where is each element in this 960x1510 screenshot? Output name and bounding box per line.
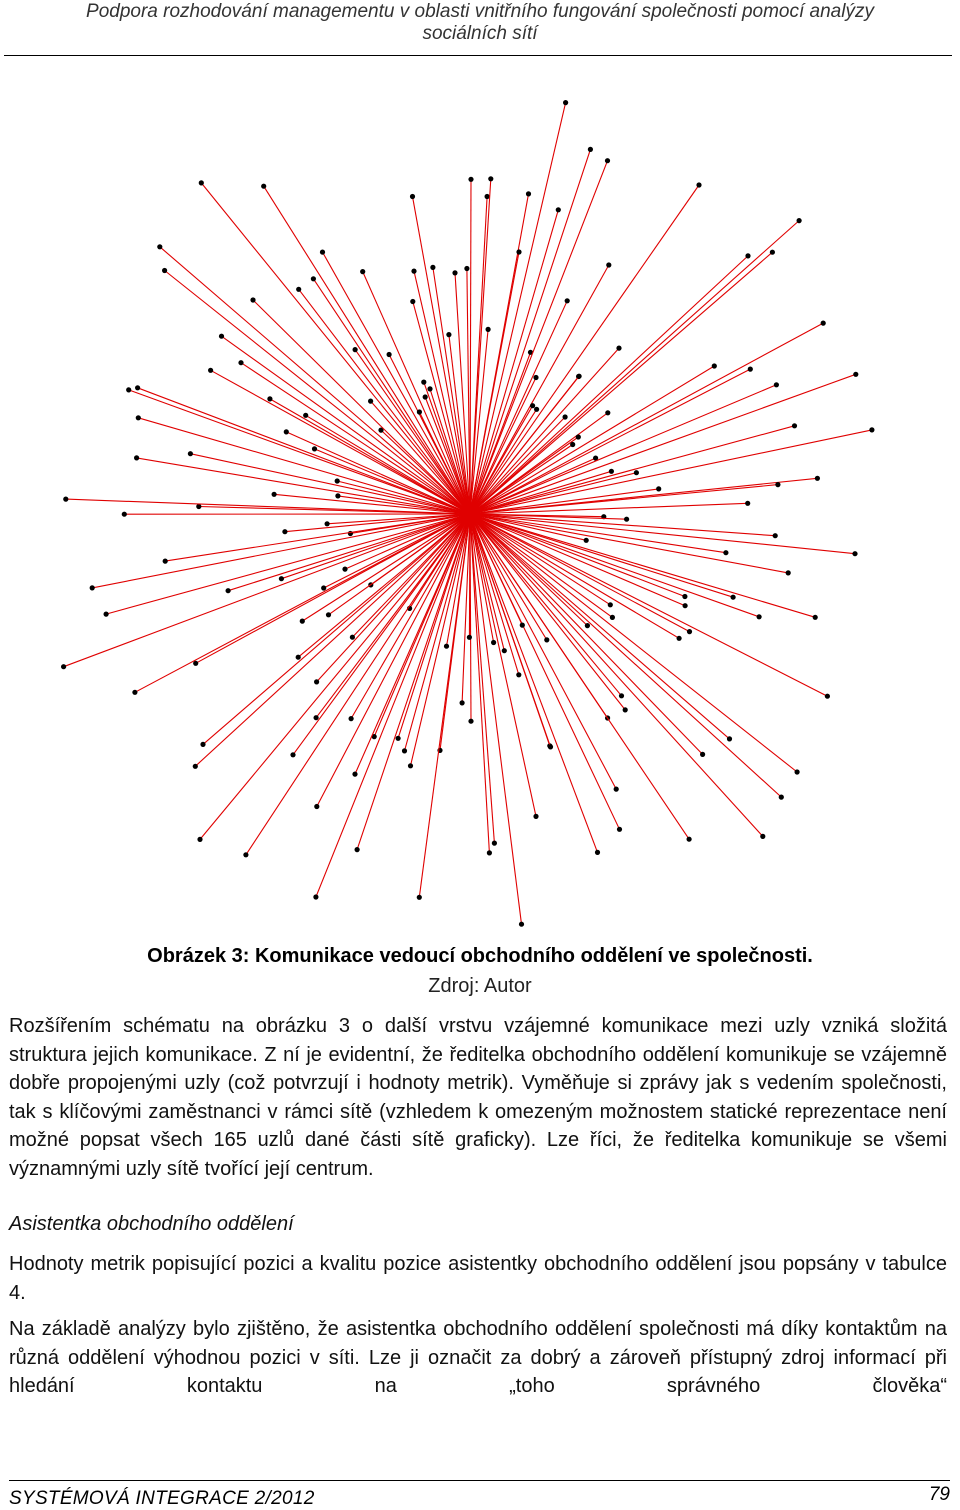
network-node — [577, 374, 582, 379]
network-node — [544, 637, 549, 642]
footer-journal: SYSTÉMOVÁ INTEGRACE 2/2012 — [9, 1488, 315, 1510]
network-node — [723, 550, 728, 555]
network-node — [745, 253, 750, 258]
network-node — [792, 423, 797, 428]
network-node — [677, 636, 682, 641]
network-node — [335, 493, 340, 498]
network-node — [355, 847, 360, 852]
network-hub-node — [464, 508, 476, 520]
network-node — [446, 332, 451, 337]
network-node — [533, 814, 538, 819]
network-node — [869, 427, 874, 432]
network-node — [267, 396, 272, 401]
network-edge — [165, 271, 470, 515]
network-node — [342, 567, 347, 572]
network-node — [320, 250, 325, 255]
network-node — [313, 894, 318, 899]
network-node — [349, 716, 354, 721]
network-node — [219, 334, 224, 339]
network-node — [279, 576, 284, 581]
network-node — [683, 603, 688, 608]
network-node — [485, 194, 490, 199]
network-node — [585, 623, 590, 628]
network-node — [163, 559, 168, 564]
network-node — [584, 538, 589, 543]
network-node — [533, 375, 538, 380]
network-node — [321, 585, 326, 590]
network-edge — [470, 514, 522, 924]
network-edge — [470, 514, 536, 816]
network-node — [606, 262, 611, 267]
network-node — [748, 367, 753, 372]
network-node — [687, 837, 692, 842]
network-node — [486, 327, 491, 332]
network-edge — [470, 185, 699, 514]
network-node — [616, 346, 621, 351]
network-node — [200, 742, 205, 747]
network-node — [421, 380, 426, 385]
footer-rule — [9, 1480, 950, 1481]
network-node — [687, 629, 692, 634]
network-node — [134, 455, 139, 460]
network-node — [352, 772, 357, 777]
network-node — [411, 269, 416, 274]
network-node — [61, 664, 66, 669]
network-node — [197, 837, 202, 842]
network-node — [468, 177, 473, 182]
network-node — [610, 615, 615, 620]
network-node — [534, 407, 539, 412]
network-node — [296, 287, 301, 292]
network-node — [576, 434, 581, 439]
network-node — [468, 719, 473, 724]
page-number: 79 — [929, 1484, 950, 1506]
network-node — [335, 478, 340, 483]
network-edge — [470, 252, 772, 514]
network-node — [825, 694, 830, 699]
network-node — [467, 635, 472, 640]
network-node — [795, 769, 800, 774]
network-node — [193, 764, 198, 769]
network-node — [821, 321, 826, 326]
network-node — [199, 180, 204, 185]
network-node — [396, 736, 401, 741]
network-node — [700, 752, 705, 757]
network-node — [815, 476, 820, 481]
network-node — [410, 194, 415, 199]
network-node — [502, 648, 507, 653]
network-node — [609, 469, 614, 474]
network-node — [775, 482, 780, 487]
network-edge — [317, 514, 470, 807]
network-node — [208, 368, 213, 373]
network-node — [619, 693, 624, 698]
network-node — [608, 602, 613, 607]
body-paragraph-2: Hodnoty metrik popisující pozici a kvalitu pozice asistentky obchodního oddělení jsou popsány v tabulce 4. — [9, 1250, 947, 1307]
network-edge — [470, 161, 608, 514]
network-node — [314, 679, 319, 684]
network-node — [296, 655, 301, 660]
network-node — [282, 529, 287, 534]
network-node — [492, 841, 497, 846]
network-node — [617, 827, 622, 832]
network-node — [136, 415, 141, 420]
network-node — [516, 249, 521, 254]
network-node — [430, 265, 435, 270]
network-node — [300, 619, 305, 624]
network-edge — [470, 385, 776, 514]
network-node — [464, 266, 469, 271]
network-node — [853, 372, 858, 377]
network-node — [556, 207, 561, 212]
network-node — [770, 250, 775, 255]
network-node — [614, 787, 619, 792]
network-node — [727, 736, 732, 741]
network-node — [530, 403, 535, 408]
network-edge — [470, 348, 619, 514]
network-node — [491, 640, 496, 645]
network-node — [314, 715, 319, 720]
figure-source: Zdroj: Autor — [0, 975, 960, 998]
network-node — [488, 176, 493, 181]
network-node — [605, 410, 610, 415]
network-node — [548, 744, 553, 749]
network-edge — [200, 514, 470, 839]
network-node — [605, 158, 610, 163]
network-node — [427, 386, 432, 391]
network-node — [272, 492, 277, 497]
network-edge — [470, 256, 748, 514]
network-edge — [135, 514, 470, 692]
network-node — [135, 385, 140, 390]
network-node — [360, 269, 365, 274]
network-node — [311, 276, 316, 281]
network-node — [122, 512, 127, 517]
network-node — [162, 268, 167, 273]
network-node — [353, 347, 358, 352]
network-node — [284, 429, 289, 434]
network-node — [417, 895, 422, 900]
network-node — [712, 363, 717, 368]
network-node — [731, 595, 736, 600]
network-node — [423, 394, 428, 399]
network-edge — [357, 514, 470, 850]
network-node — [157, 244, 162, 249]
network-node — [595, 850, 600, 855]
network-node — [290, 752, 295, 757]
network-edge — [470, 430, 872, 514]
network-node — [563, 100, 568, 105]
network-node — [760, 834, 765, 839]
network-node — [773, 533, 778, 538]
network-node — [104, 612, 109, 617]
network-node — [312, 446, 317, 451]
section-subheading: Asistentka obchodního oddělení — [9, 1213, 294, 1236]
network-node — [563, 414, 568, 419]
header-rule — [4, 55, 952, 56]
network-node — [774, 382, 779, 387]
network-edge — [470, 514, 781, 797]
running-header-line-1: Podpora rozhodování managementu v oblasti vnitřního fungování společnosti pomocí analýzy — [0, 0, 960, 24]
network-node — [226, 588, 231, 593]
network-node — [757, 614, 762, 619]
network-node — [852, 551, 857, 556]
network-edge — [246, 514, 470, 855]
network-node — [656, 486, 661, 491]
network-edge — [470, 301, 567, 514]
network-node — [402, 748, 407, 753]
running-header-line-2: sociálních sítí — [0, 22, 960, 46]
network-node — [565, 298, 570, 303]
network-node — [188, 451, 193, 456]
network-edge — [470, 514, 689, 839]
network-node — [250, 297, 255, 302]
star-network-diagram — [0, 62, 960, 942]
figure-caption: Obrázek 3: Komunikace vedoucí obchodního oddělení ve společnosti. — [0, 945, 960, 968]
network-node — [261, 184, 266, 189]
network-edge — [316, 514, 470, 897]
network-node — [410, 299, 415, 304]
body-paragraph-1: Rozšířením schématu na obrázku 3 o další vrstvu vzájemné komunikace mezi uzly vzniká složitá struktura jejich komunikace. Z ní je evidentní, že ředitelka obchodního oddělení komunikuje se vzájemně dobře propojenými uzly (což potvrzují i hodnoty metrik). Vyměňuje si zprávy jak s vedením společnosti, tak s klíčovými zaměstnanci v rámci sítě (vzhledem k omezeným možnostem statické reprezentace není možné popsat všech 165 uzlů dané části sítě graficky). Lze říci, že ředitelka komunikuje se všemi významnými uzly sítě tvořící její centrum. — [9, 1012, 947, 1183]
network-node — [460, 700, 465, 705]
network-node — [325, 521, 330, 526]
network-node — [813, 615, 818, 620]
network-node — [779, 795, 784, 800]
network-edge — [264, 186, 470, 514]
network-node — [196, 504, 201, 509]
network-node — [452, 270, 457, 275]
network-edge — [138, 418, 470, 514]
network-node — [368, 399, 373, 404]
network-node — [132, 690, 137, 695]
network-node — [238, 360, 243, 365]
network-node — [682, 594, 687, 599]
network-node — [516, 672, 521, 677]
network-node — [745, 501, 750, 506]
network-node — [90, 585, 95, 590]
network-node — [314, 804, 319, 809]
network-node — [63, 497, 68, 502]
network-node — [588, 147, 593, 152]
network-node — [526, 191, 531, 196]
network-node — [350, 635, 355, 640]
network-node — [387, 352, 392, 357]
network-node — [623, 707, 628, 712]
network-node — [570, 442, 575, 447]
network-node — [487, 850, 492, 855]
network-node — [326, 612, 331, 617]
network-node — [444, 644, 449, 649]
network-node — [519, 922, 524, 927]
network-node — [520, 623, 525, 628]
network-edge — [129, 390, 470, 514]
network-node — [624, 517, 629, 522]
network-edge — [323, 252, 471, 514]
network-edge — [64, 514, 470, 667]
network-node — [696, 182, 701, 187]
body-paragraph-3: Na základě analýzy bylo zjištěno, že asistentka obchodního oddělení společnosti má díky kontaktům na různá oddělení výhodnou pozici v síti. Lze ji označit za dobrý a zároveň přístupný zdroj informací při hledání kontaktu na „toho správného člověka“ — [9, 1315, 947, 1401]
network-edge — [470, 179, 491, 514]
network-edge — [470, 179, 471, 514]
network-node — [126, 387, 131, 392]
network-node — [303, 413, 308, 418]
network-node — [634, 470, 639, 475]
network-edge — [470, 103, 566, 514]
network-edge — [138, 388, 470, 514]
network-node — [243, 852, 248, 857]
network-node — [417, 409, 422, 414]
network-edge — [363, 272, 470, 514]
network-node — [408, 763, 413, 768]
network-node — [786, 570, 791, 575]
network-node — [797, 218, 802, 223]
